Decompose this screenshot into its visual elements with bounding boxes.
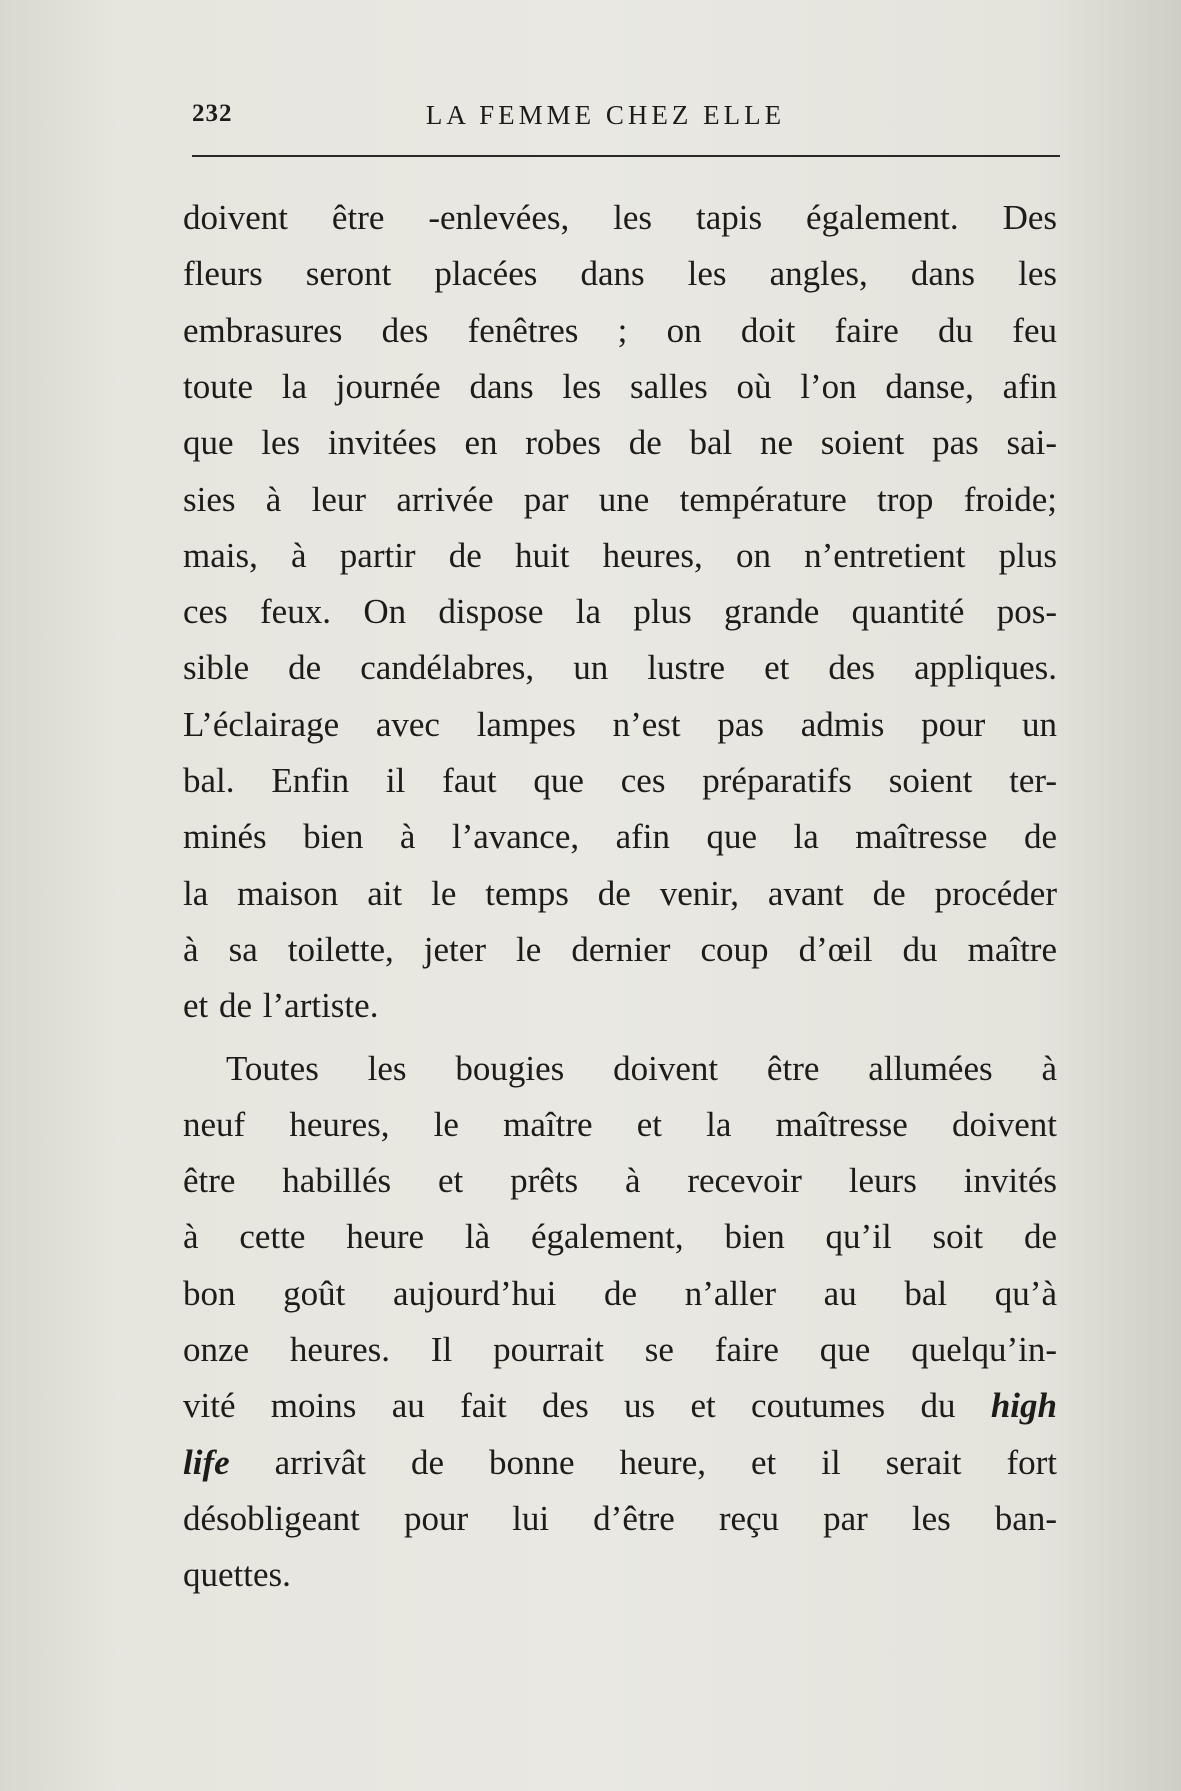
line-text: mais, à partir de huit heures, on n’entretient plus — [183, 535, 1057, 575]
text-line — [183, 190, 1057, 246]
line-text: que les invitées en robes de bal ne soient pas sai- — [183, 423, 1057, 463]
text-line — [183, 1322, 1057, 1378]
text-line — [183, 584, 1057, 640]
text-line — [183, 1547, 1057, 1603]
text-line — [226, 1041, 1057, 1097]
running-title: LA FEMME CHEZ ELLE — [425, 100, 786, 130]
header-rule — [192, 155, 1060, 157]
text-line — [183, 809, 1057, 865]
text-line — [183, 1491, 1057, 1547]
line-text: arrivât de bonne heure, et il serait fort — [274, 1442, 1057, 1482]
text-line — [183, 1097, 1057, 1153]
line-text: minés bien à l’avance, afin que la maîtresse de — [183, 817, 1057, 857]
line-text: ces feux. On dispose la plus grande quantité pos- — [183, 592, 1057, 632]
line-text: vité moins au fait des us et coutumes du — [183, 1386, 956, 1426]
line-text: L’éclairage avec lampes n’est pas admis pour un — [183, 704, 1057, 744]
line-text: la maison ait le temps de venir, avant de procéder — [183, 873, 1057, 913]
text-line — [183, 528, 1057, 584]
line-text: à cette heure là également, bien qu’il soit de — [183, 1217, 1057, 1257]
line-text: bal. Enfin il faut que ces préparatifs soient ter- — [183, 761, 1057, 800]
text-line — [183, 866, 1057, 922]
text-line — [183, 1153, 1057, 1209]
text-line — [183, 753, 1057, 809]
text-line — [183, 415, 1057, 471]
line-text: être habillés et prêts à recevoir leurs invités — [183, 1161, 1057, 1201]
line-text: embrasures des fenêtres ; on doit faire du feu — [183, 310, 1057, 350]
line-text: bon goût aujourd’hui de n’aller au bal qu’à — [183, 1273, 1057, 1313]
text-line — [183, 640, 1057, 696]
text-line — [183, 697, 1057, 753]
line-text: quettes. — [183, 1555, 291, 1595]
page-number: 232 — [192, 100, 233, 127]
text-line — [183, 1378, 1057, 1434]
text-line — [183, 1209, 1057, 1265]
line-text: doivent être -enlevées, les tapis également. Des — [183, 198, 1057, 237]
italic-phrase: high — [990, 1386, 1057, 1426]
line-text: neuf heures, le maître et la maîtresse doivent — [183, 1104, 1057, 1144]
text-line — [183, 359, 1057, 415]
text-line — [183, 472, 1057, 528]
line-text: toute la journée dans les salles où l’on danse, afin — [183, 366, 1057, 406]
line-text: sible de candélabres, un lustre et des appliques. — [183, 648, 1057, 688]
text-line — [183, 922, 1057, 978]
text-line — [183, 1435, 1057, 1491]
line-text: onze heures. Il pourrait se faire que quelqu’in- — [183, 1330, 1057, 1369]
line-text: Toutes les bougies doivent être allumées à — [226, 1048, 1057, 1088]
text-line — [183, 978, 1057, 1034]
line-text: fleurs seront placées dans les angles, dans les — [183, 254, 1057, 294]
line-text: sies à leur arrivée par une température trop froide; — [183, 479, 1057, 519]
italic-phrase: life — [183, 1442, 230, 1482]
text-line — [183, 246, 1057, 302]
line-text: à sa toilette, jeter le dernier coup d’œil du maître — [183, 929, 1057, 969]
line-text: désobligeant pour lui d’être reçu par les ban- — [183, 1498, 1057, 1538]
line-text: et de l’artiste. — [183, 986, 379, 1026]
text-line — [183, 303, 1057, 359]
text-line — [183, 1266, 1057, 1322]
